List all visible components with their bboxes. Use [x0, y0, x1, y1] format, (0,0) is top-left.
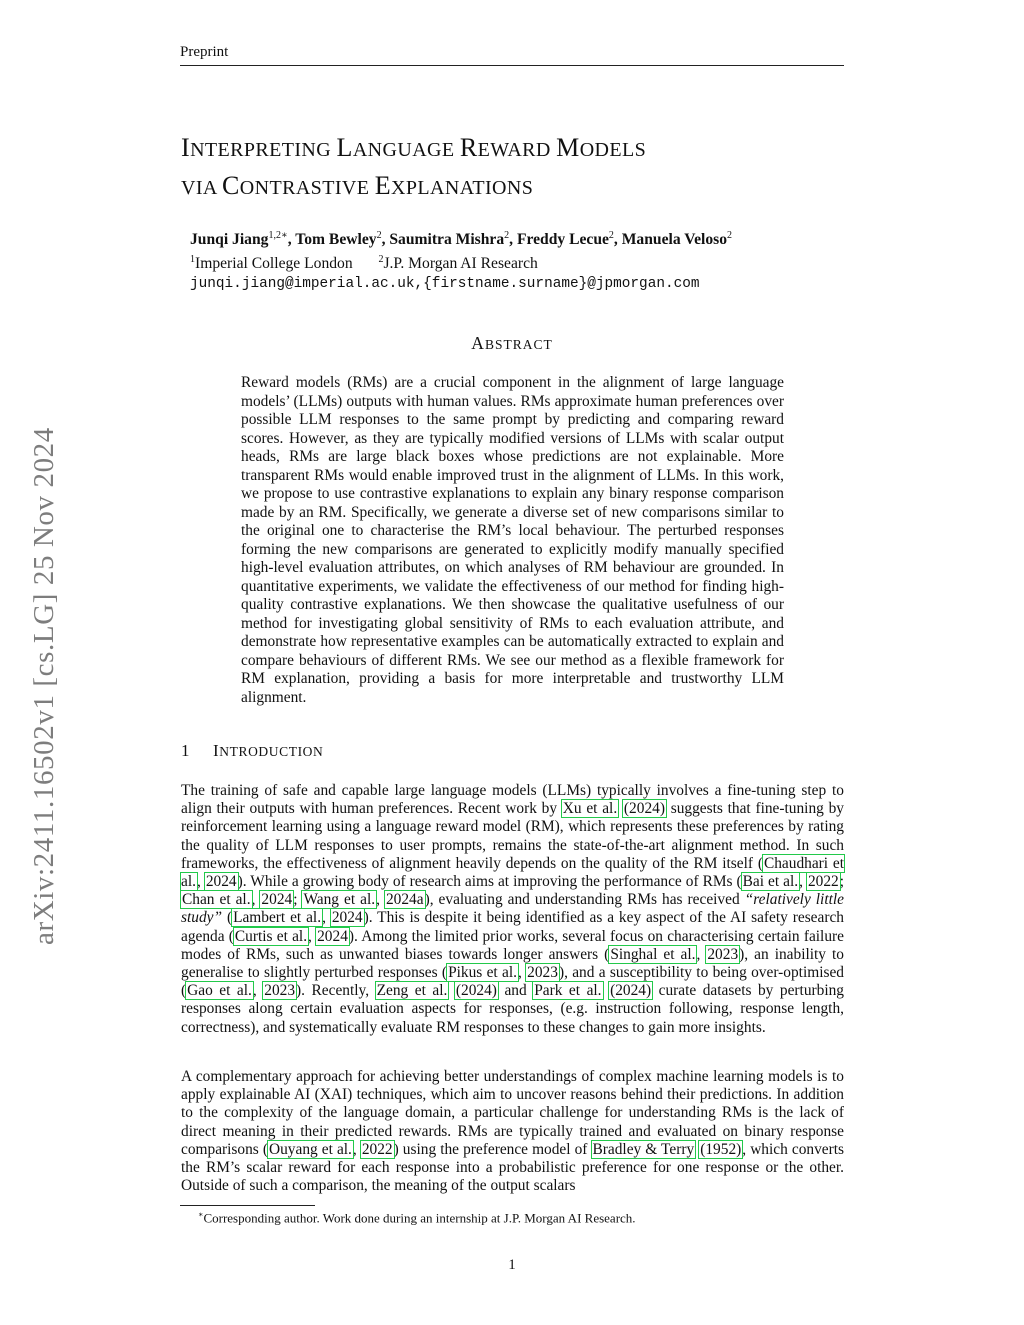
text-run: ,	[251, 891, 261, 909]
citation-link[interactable]: Xu et al.	[562, 800, 618, 818]
text-run: ). While a growing body of research aims at improving the performance of RMs (	[237, 873, 742, 891]
citation-link[interactable]: 2024	[317, 927, 348, 945]
author-emails: junqi.jiang@imperial.ac.uk,{firstname.surname}@jpmorgan.com	[190, 276, 700, 293]
text-run	[448, 982, 455, 999]
abstract-text: Reward models (RMs) are a crucial component in the alignment of large language models’ (LLMs) outputs with human values. RMs approximate human preferences over possible LLM responses to the same prompt by predicting and comparing reward scores. However, as they are typically modified versions of LLMs with scalar output heads, RMs are large black boxes whose predictions are not explainable. More transparent RMs would enable improved trust in the alignment of LLMs. In this work, we propose to use contrastive explanations to explain any binary response comparison made by an RM. Specifically, we generate a diverse set of new comparisons similar to the original one to characterise the RM’s local behaviour. The perturbed responses forming the new comparisons are generated to explicitly modify manually specified high-level evaluation attributes, on which analyses of RM behaviour are grounded. In quantitative experiments, we validate the effectiveness of our method for finding high-quality contrastive explanations. We then showcase the qualitative usefulness of our method for investigating global sensitivity of RMs to each evaluation attribute, and demonstrate how representative examples can be automatically extracted to explain and compare behaviours of different RMs. We see our method as a flexible framework for RM explanation, providing a basis for more interpretable and trustworthy LLM alignment.	[241, 374, 784, 706]
title-word-rest: VIA	[181, 177, 223, 199]
title-word-rest: ODELS	[579, 139, 647, 161]
title-line-2	[181, 168, 646, 206]
section-title-cap: I	[213, 741, 220, 760]
citation-link[interactable]: Chaudhari et al.	[181, 854, 844, 891]
footnote-marker: ∗	[198, 1210, 204, 1219]
citation-link[interactable]: Chan et al.	[182, 891, 251, 909]
title-word-cap: M	[556, 133, 580, 162]
citation-link[interactable]: Wang et al.	[303, 891, 376, 909]
citation-link[interactable]: Curtis et al.	[234, 927, 308, 945]
citation-link[interactable]: 2024	[331, 909, 363, 927]
author-affiliation-marker: 1,2∗	[268, 230, 288, 241]
title-word-cap: I	[181, 133, 191, 162]
text-run: ,	[196, 873, 205, 891]
text-run: ,	[308, 927, 317, 945]
citation-link[interactable]: 2023	[707, 945, 739, 963]
author-affiliation-marker: 2	[608, 230, 614, 241]
citation-link[interactable]: 2022	[807, 873, 839, 891]
text-run: ). This is despite it being identified as a key aspect of the AI safety research agenda (	[181, 909, 844, 945]
paper-title	[181, 130, 646, 206]
text-run: ,	[799, 873, 807, 891]
text-run: A complementary approach for achieving better understandings of complex machine learning models is to apply explainable AI (XAI) techniques, which aim to uncover reasons behind their predictions. In addition to the complexity of the language domain, a particular challenge for understanding RMs is the lack of direct meaning in their predicted rewards. RMs are typically trained and evaluated on binary response comparisons (	[181, 1068, 844, 1158]
citation-link[interactable]: Park et al.	[534, 982, 602, 1000]
intro-paragraph-1	[181, 782, 844, 1037]
text-run: ), and a susceptibility to being over-optimised (	[181, 964, 844, 1000]
affiliation-2-marker: 2	[378, 254, 384, 266]
citation-link[interactable]: 2023	[264, 982, 296, 1000]
text-run: ;	[839, 873, 844, 891]
text-run: ). Among the limited prior works, several focus on characterising certain failure modes of RMs, such as unwanted biases towards longer answers (	[181, 927, 844, 963]
author-name: Manuela Veloso	[621, 231, 727, 249]
title-word-rest: ANGUAGE	[352, 139, 460, 161]
citation-link[interactable]: Pikus et al.	[448, 964, 517, 982]
abstract-heading	[0, 333, 1024, 354]
title-word-rest: ONTRASTIVE	[239, 177, 375, 199]
text-run: ,	[696, 945, 707, 963]
title-word-cap: L	[336, 133, 353, 162]
author-name: Freddy Lecue	[516, 231, 609, 249]
title-line-1	[181, 130, 646, 168]
author-name: Saumitra Mishra	[389, 231, 505, 249]
text-run: and	[497, 982, 534, 1000]
affiliations	[190, 250, 732, 274]
text-run: The training of safe and capable large language models (LLMs) typically involves a fine-tuning step to align their outputs with human preferences. Recent work by	[181, 782, 844, 818]
citation-link[interactable]: Zeng et al.	[376, 982, 448, 1000]
text-run: curate datasets by perturbing responses along certain evaluation aspects for responses, (e.g. instruction following, response length, correctness), and systematically evaluate RM responses to these changes to gain more insights.	[181, 982, 845, 1036]
page-number: 1	[508, 1257, 516, 1273]
author-name: Junqi Jiang	[190, 231, 269, 249]
footnote-text: Corresponding author. Work done during an internship at J.P. Morgan AI Research.	[203, 1210, 636, 1226]
text-run: ,	[352, 1140, 361, 1158]
affiliation-2: J.P. Morgan AI Research	[383, 255, 538, 273]
title-word-cap: C	[222, 171, 240, 200]
section-number: 1	[181, 741, 191, 760]
section-title-rest: NTRODUCTION	[219, 744, 324, 759]
citation-link[interactable]: 2024a	[385, 891, 424, 909]
author-names: Junqi Jiang$^{1,2∗}$, Tom Bewley$^2$, Saumitra Mishra$^2$, Freddy Lecue$^2$, Manuela Veloso$^2$	[190, 230, 732, 249]
citation-link[interactable]: 2023	[527, 964, 558, 982]
title-word-rest: XPLANATIONS	[391, 177, 534, 199]
citation-link[interactable]: Bradley & Terry	[592, 1140, 695, 1158]
title-word-rest: EWARD	[477, 139, 557, 161]
text-run: suggests that fine-tuning by reinforcement learning using a language reward model (RM), which represents these preferences by rating the quality of LLM responses to user prompts, remains the state-of-the-art alignment method. In such frameworks, the effectiveness of alignment heavily depends on the quality of the RM itself (	[181, 800, 844, 872]
header-rule	[180, 65, 844, 66]
affiliation-1-marker: 1	[190, 254, 195, 266]
quoted-phrase: “relatively little study”	[181, 891, 844, 927]
citation-link[interactable]: (2024)	[455, 982, 497, 1000]
footnote-rule	[180, 1205, 315, 1206]
citation-link[interactable]: 2024	[205, 873, 237, 891]
title-word-cap: E	[374, 171, 392, 200]
citation-link[interactable]: 2024	[261, 891, 293, 909]
text-run: (	[222, 909, 233, 927]
text-run: ), evaluating and understanding RMs has received	[424, 891, 745, 909]
text-run: ,	[517, 964, 527, 982]
citation-link[interactable]: Lambert et al.	[233, 909, 322, 927]
citation-link[interactable]: Singhal et al.	[610, 945, 696, 963]
intro-paragraph-2	[181, 1068, 844, 1195]
text-run: ), an inability to generalise to slightly perturbed responses (	[181, 945, 844, 982]
abstract-heading-rest: BSTRACT	[484, 337, 553, 352]
section-heading-introduction	[181, 741, 323, 761]
citation-link[interactable]: Ouyang et al.	[268, 1140, 352, 1158]
text-run: ,	[376, 891, 385, 909]
title-word-rest: NTERPRETING	[190, 139, 337, 161]
citation-link[interactable]: (2024)	[623, 800, 665, 818]
author-affiliation-marker: 2	[504, 230, 510, 241]
citation-link[interactable]: Gao et al.	[187, 982, 252, 1000]
citation-link[interactable]: 2022	[361, 1140, 393, 1158]
author-affiliation-marker: 2	[376, 230, 382, 241]
title-word-cap: R	[459, 133, 478, 162]
affiliation-1: Imperial College London	[195, 255, 353, 273]
abstract-heading-cap: A	[471, 333, 485, 353]
text-run: ,	[322, 909, 331, 927]
author-block	[190, 226, 732, 294]
footnote	[198, 1210, 636, 1226]
running-header: Preprint	[180, 44, 229, 60]
text-run: ;	[293, 891, 303, 909]
arxiv-stamp: arXiv:2411.16502v1 [cs.LG] 25 Nov 2024	[28, 427, 60, 945]
text-run: , which converts the RM’s scalar reward for each response into a probabilistic preference for one response or the other. Outside of such a comparison, the meaning of the output scalars	[181, 1140, 845, 1195]
citation-link[interactable]: (2024)	[610, 982, 652, 1000]
author-name: Tom Bewley	[295, 231, 377, 249]
citation-link[interactable]: Bai et al.	[742, 873, 799, 891]
author-affiliation-marker: 2	[727, 230, 732, 241]
citation-link[interactable]: (1952)	[700, 1140, 742, 1158]
text-run: ,	[252, 982, 264, 1000]
text-run: ). Recently,	[296, 982, 376, 1000]
text-run: ) using the preference model of	[393, 1140, 592, 1158]
